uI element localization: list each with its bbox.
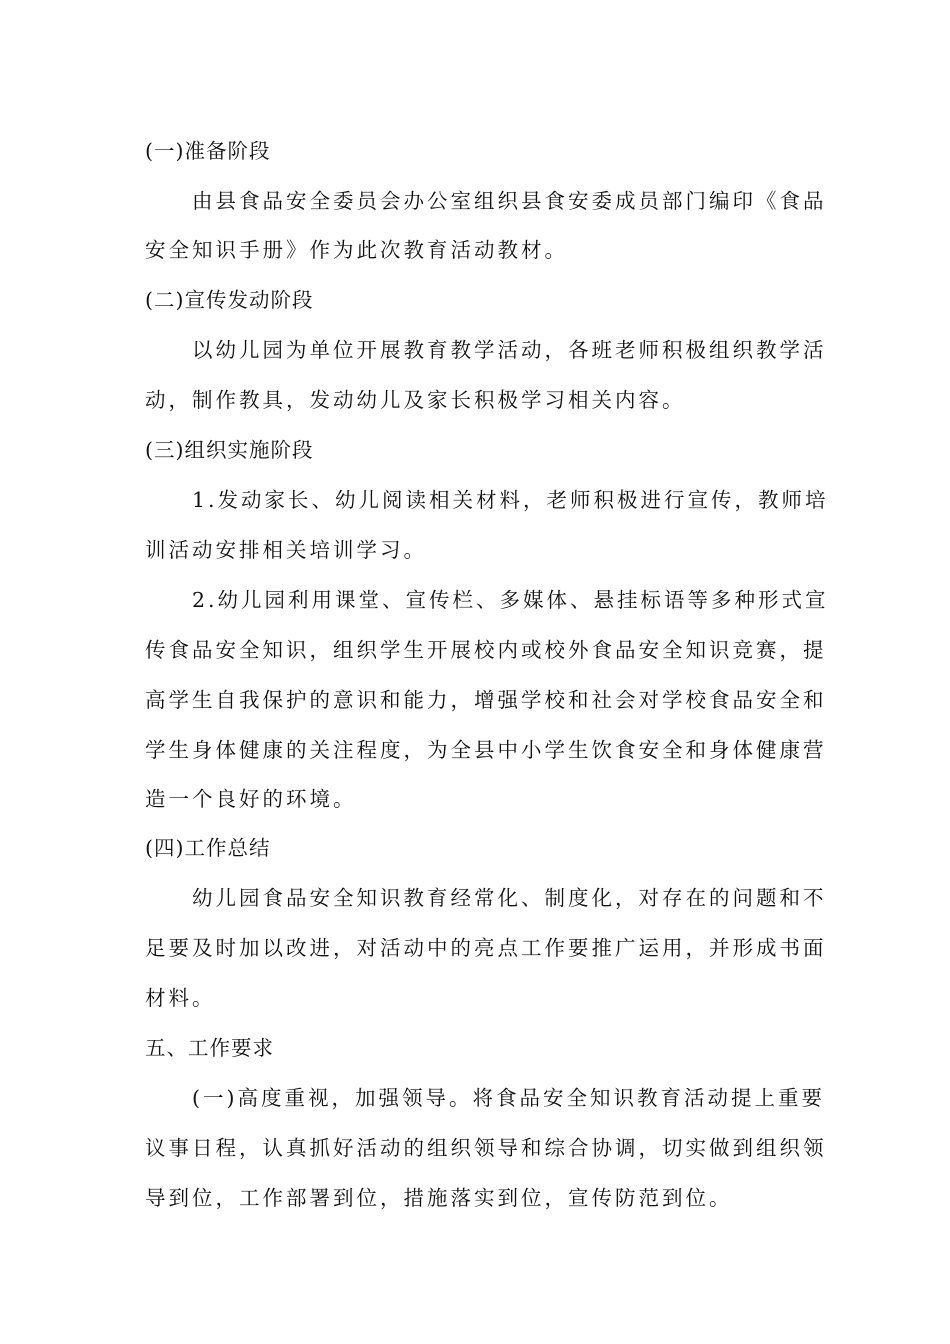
paragraph-line: 导到位，工作部署到位，措施落实到位，宣传防范到位。 <box>145 1186 733 1210</box>
paragraph-line: 传食品安全知识，组织学生开展校内或校外食品安全知识竞赛，提 <box>145 638 827 662</box>
paragraph-line: 安全知识手册》作为此次教育活动教材。 <box>145 238 568 262</box>
paragraph-line: 2.幼儿园利用课堂、宣传栏、多媒体、悬挂标语等多种形式宣 <box>192 588 829 612</box>
paragraph-line: 议事日程，认真抓好活动的组织领导和综合协调，切实做到组织领 <box>145 1136 827 1160</box>
section-heading-implementation: (三)组织实施阶段 <box>145 438 314 462</box>
paragraph-line: 造一个良好的环境。 <box>145 787 357 811</box>
paragraph-line: (一)高度重视，加强领导。将食品安全知识教育活动提上重要 <box>192 1086 825 1110</box>
paragraph-line: 材料。 <box>145 986 216 1010</box>
section-heading-summary: (四)工作总结 <box>145 836 271 860</box>
paragraph-line: 幼儿园食品安全知识教育经常化、制度化，对存在的问题和不 <box>192 886 827 910</box>
paragraph-line: 学生身体健康的关注程度，为全县中小学生饮食安全和身体健康营 <box>145 738 827 762</box>
paragraph-line: 训活动安排相关培训学习。 <box>145 538 427 562</box>
paragraph-line: 以幼儿园为单位开展教育教学活动，各班老师积极组织教学活 <box>192 338 827 362</box>
section-heading-publicity: (二)宣传发动阶段 <box>145 288 314 312</box>
section-heading-preparation: (一)准备阶段 <box>145 139 271 163</box>
paragraph-line: 由县食品安全委员会办公室组织县食安委成员部门编印《食品 <box>192 189 827 213</box>
section-heading-requirements: 五、工作要求 <box>145 1036 274 1060</box>
paragraph-line: 高学生自我保护的意识和能力，增强学校和社会对学校食品安全和 <box>145 688 827 712</box>
paragraph-line: 1.发动家长、幼儿阅读相关材料，老师积极进行宣传，教师培 <box>192 488 829 512</box>
paragraph-line: 动，制作教具，发动幼儿及家长积极学习相关内容。 <box>145 388 686 412</box>
paragraph-line: 足要及时加以改进，对活动中的亮点工作要推广运用，并形成书面 <box>145 936 827 960</box>
